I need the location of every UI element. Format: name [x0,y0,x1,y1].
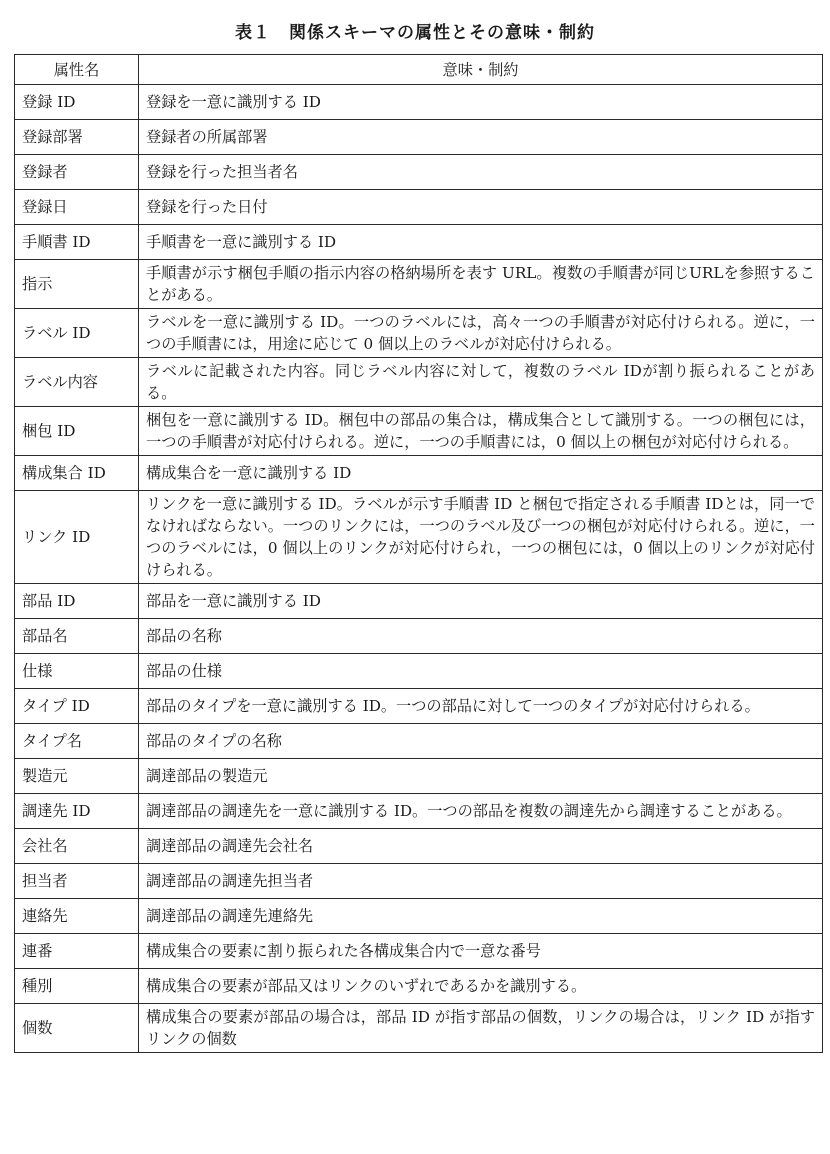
table-row [15,309,823,358]
attribute-name-cell: 個数 [15,1004,139,1053]
attribute-name-cell: 登録 ID [15,85,139,120]
attribute-name-cell: 製造元 [15,759,139,794]
attribute-name-cell: 担当者 [15,864,139,899]
attribute-name-cell: 調達先 ID [15,794,139,829]
attribute-meaning-cell: 調達部品の調達先担当者 [139,864,823,899]
table-row [15,155,823,190]
attribute-name-cell: 梱包 ID [15,407,139,456]
table-row [15,407,823,456]
table-row [15,899,823,934]
table-row [15,724,823,759]
attribute-meaning-cell: 登録を行った担当者名 [139,155,823,190]
attribute-name-cell: 登録日 [15,190,139,225]
header-meaning-constraint: 意味・制約 [139,55,823,85]
attribute-meaning-cell: 登録者の所属部署 [139,120,823,155]
attribute-name-cell: 部品 ID [15,584,139,619]
table-row [15,225,823,260]
attribute-name-cell: 仕様 [15,654,139,689]
table-row [15,794,823,829]
table-row [15,491,823,584]
attribute-name-cell: 部品名 [15,619,139,654]
table-row [15,584,823,619]
attribute-name-cell: タイプ名 [15,724,139,759]
table-row [15,829,823,864]
attribute-name-cell: 手順書 ID [15,225,139,260]
attribute-name-cell: ラベル ID [15,309,139,358]
attribute-meaning-cell: 調達部品の調達先連絡先 [139,899,823,934]
attribute-name-cell: 構成集合 ID [15,456,139,491]
attribute-name-cell: 登録部署 [15,120,139,155]
table-row [15,864,823,899]
table-row [15,689,823,724]
attribute-meaning-cell: 構成集合の要素が部品又はリンクのいずれであるかを識別する。 [139,969,823,1004]
attribute-meaning-cell: 部品の仕様 [139,654,823,689]
table-row [15,1004,823,1053]
attribute-meaning-cell: 構成集合の要素が部品の場合は，部品 ID が指す部品の個数，リンクの場合は，リンク ID が指すリンクの個数 [139,1004,823,1053]
attribute-meaning-cell: 手順書が示す梱包手順の指示内容の格納場所を表す URL。複数の手順書が同じURLを参照することがある。 [139,260,823,309]
attribute-meaning-cell: ラベルに記載された内容。同じラベル内容に対して，複数のラベル IDが割り振られることがある。 [139,358,823,407]
attribute-meaning-cell: 調達部品の調達先を一意に識別する ID。一つの部品を複数の調達先から調達することがある。 [139,794,823,829]
schema-attribute-table [14,54,823,1053]
table-row [15,619,823,654]
attribute-meaning-cell: 部品のタイプを一意に識別する ID。一つの部品に対して一つのタイプが対応付けられる。 [139,689,823,724]
table-row [15,934,823,969]
attribute-meaning-cell: ラベルを一意に識別する ID。一つのラベルには，高々一つの手順書が対応付けられる。逆に，一つの手順書には，用途に応じて 0 個以上のラベルが対応付けられる。 [139,309,823,358]
table-row [15,190,823,225]
attribute-meaning-cell: 部品の名称 [139,619,823,654]
attribute-name-cell: 指示 [15,260,139,309]
attribute-meaning-cell: 登録を行った日付 [139,190,823,225]
attribute-name-cell: 種別 [15,969,139,1004]
attribute-name-cell: タイプ ID [15,689,139,724]
attribute-meaning-cell: 構成集合を一意に識別する ID [139,456,823,491]
attribute-name-cell: ラベル内容 [15,358,139,407]
table-row [15,456,823,491]
table-row [15,120,823,155]
attribute-name-cell: リンク ID [15,491,139,584]
attribute-meaning-cell: リンクを一意に識別する ID。ラベルが示す手順書 ID と梱包で指定される手順書 IDとは，同一でなければならない。一つのリンクには，一つのラベル及び一つの梱包が対応付けられる。逆に，一つのラベルには，0 個以上のリンクが対応付けられ，一つの梱包には，0 個以上のリンクが対応付けられる。 [139,491,823,584]
attribute-name-cell: 連絡先 [15,899,139,934]
table-row [15,358,823,407]
attribute-meaning-cell: 調達部品の製造元 [139,759,823,794]
attribute-meaning-cell: 手順書を一意に識別する ID [139,225,823,260]
table-header-row [15,55,823,85]
attribute-name-cell: 連番 [15,934,139,969]
header-attribute-name: 属性名 [15,55,139,85]
attribute-name-cell: 会社名 [15,829,139,864]
table-row [15,260,823,309]
table-row [15,759,823,794]
table-row [15,85,823,120]
attribute-meaning-cell: 登録を一意に識別する ID [139,85,823,120]
attribute-meaning-cell: 梱包を一意に識別する ID。梱包中の部品の集合は，構成集合として識別する。一つの梱包には，一つの手順書が対応付けられる。逆に，一つの手順書には，0 個以上の梱包が対応付けられる。 [139,407,823,456]
table-row [15,969,823,1004]
table-row [15,654,823,689]
attribute-meaning-cell: 調達部品の調達先会社名 [139,829,823,864]
attribute-meaning-cell: 構成集合の要素に割り振られた各構成集合内で一意な番号 [139,934,823,969]
attribute-meaning-cell: 部品のタイプの名称 [139,724,823,759]
attribute-name-cell: 登録者 [15,155,139,190]
attribute-meaning-cell: 部品を一意に識別する ID [139,584,823,619]
table-title: 表１ 関係スキーマの属性とその意味・制約 [235,23,595,43]
